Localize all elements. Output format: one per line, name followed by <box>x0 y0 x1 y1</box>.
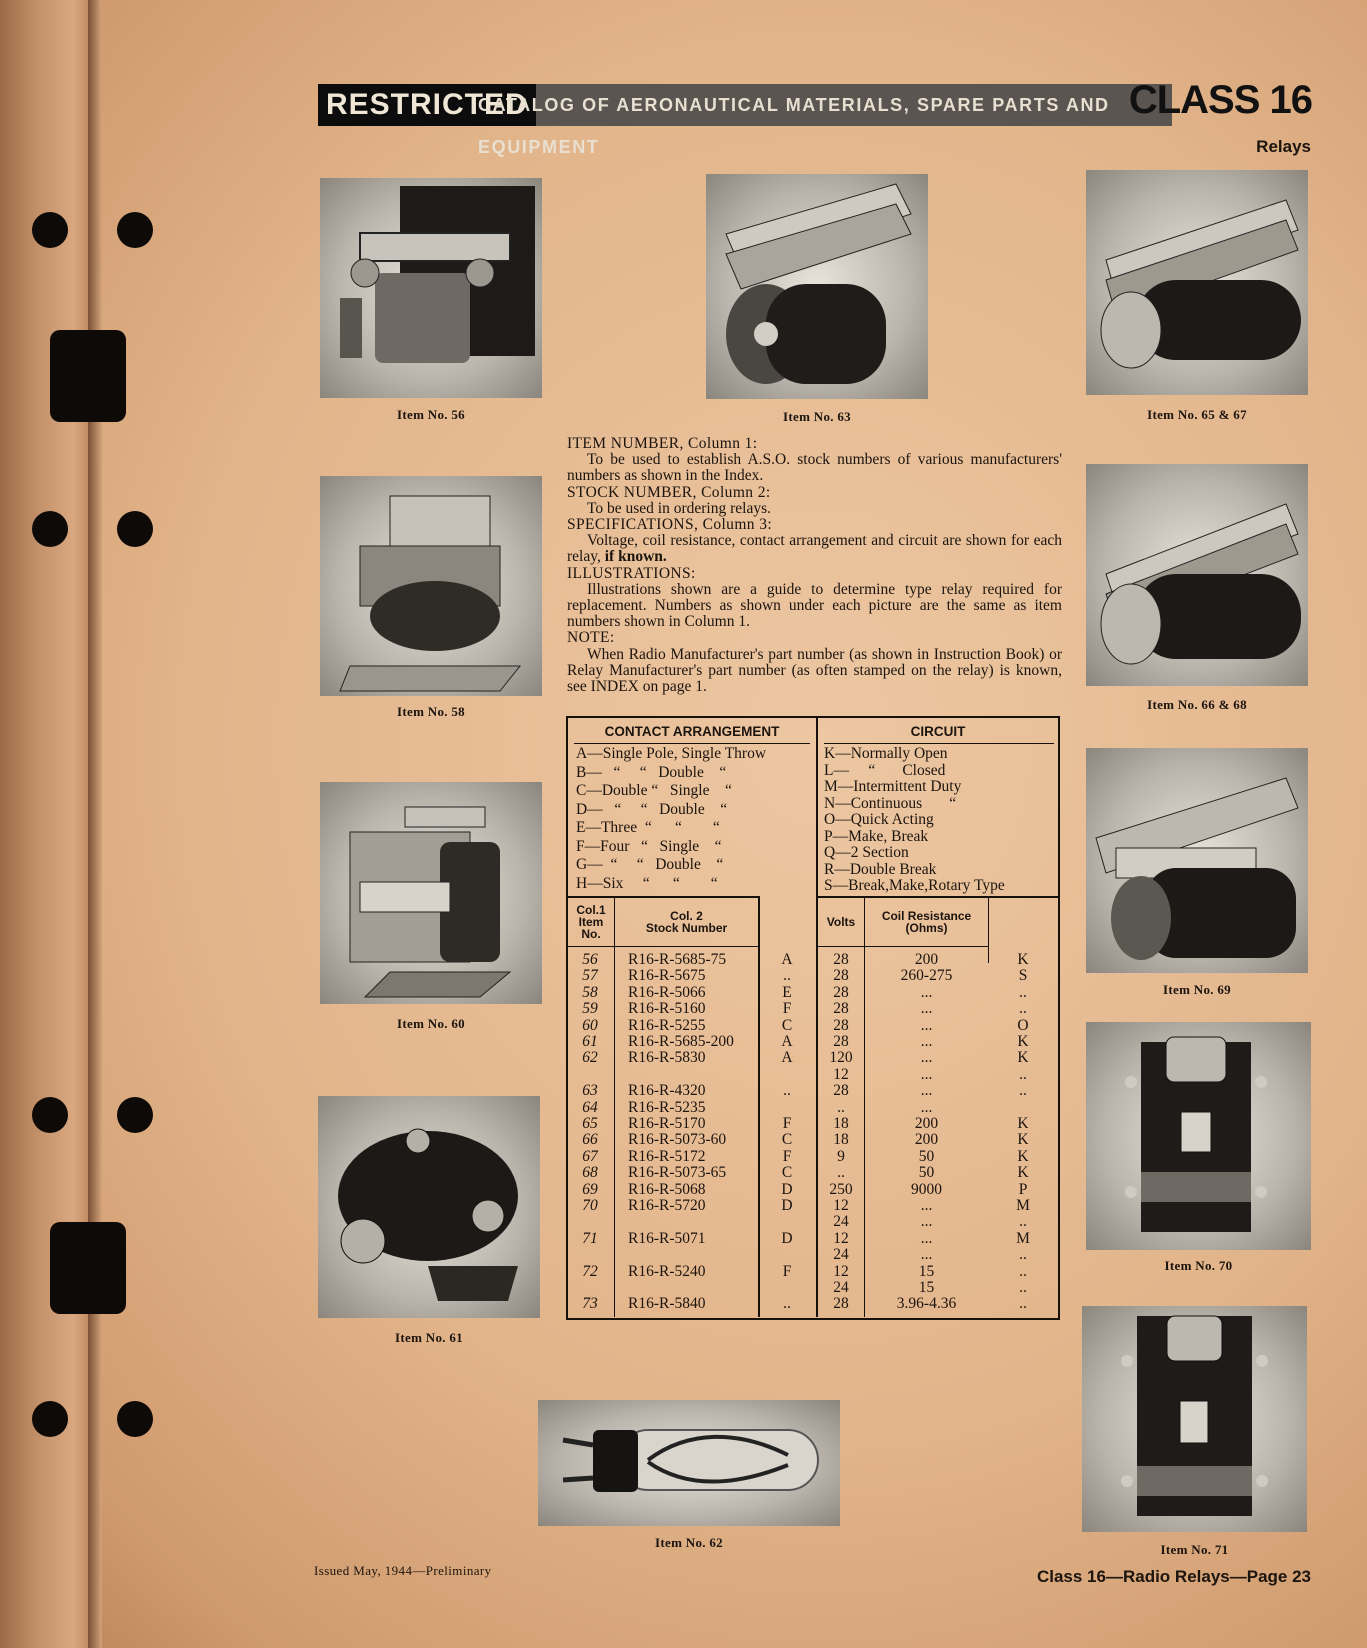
table-cell-contact: F <box>782 1000 792 1018</box>
table-cell-circuit: K <box>1017 951 1029 968</box>
relay-photo-item-60 <box>320 782 542 1004</box>
instruction-body: To be used to establish A.S.O. stock numbers of various manufacturers' numbers as shown in the Index. <box>567 451 1062 485</box>
table-cell-circuit: S <box>1018 967 1028 985</box>
table-cell-circuit: O <box>1017 1016 1029 1034</box>
contact-legend-item: B— “ “ Double “ <box>576 763 727 781</box>
table-cell-contact: C <box>781 1016 793 1034</box>
table-cell-item: 60 <box>582 1016 598 1034</box>
table-cell-item: 62 <box>582 1049 598 1067</box>
table-cell-item: 65 <box>582 1115 598 1132</box>
table-cell-contact: F <box>782 1147 792 1165</box>
caption-item-70: Item No. 70 <box>1164 1258 1233 1273</box>
table-cell-circuit: .. <box>1019 1279 1027 1296</box>
col2-header: Col. 2 Stock Number <box>645 909 728 935</box>
table-cell-circuit: K <box>1017 1147 1029 1165</box>
table-cell-item: 67 <box>582 1147 598 1165</box>
table-cell-ohms: 15 <box>918 1262 935 1280</box>
table-cell-stock: R16-R-5170 <box>628 1115 706 1132</box>
contact-legend-item: D— “ “ Double “ <box>576 800 728 818</box>
relay-photo-item-56 <box>320 178 542 398</box>
relay-photo-item-58 <box>320 476 542 696</box>
table-cell-item: 70 <box>582 1197 598 1214</box>
table-cell-ohms: ... <box>920 1098 933 1116</box>
table-cell-ohms: ... <box>920 1000 933 1018</box>
table-cell-ohms: ... <box>920 1197 933 1214</box>
table-cell-contact: C <box>781 1131 793 1149</box>
table-cell-contact: F <box>782 1115 792 1132</box>
table-cell-contact: D <box>781 1180 793 1198</box>
table-cell-stock: R16-R-5160 <box>628 1000 706 1018</box>
caption-item-62: Item No. 62 <box>655 1535 723 1550</box>
relay-photo-item-65-67 <box>1086 170 1308 395</box>
contact-legend-item: C—Double “ Single “ <box>576 782 732 799</box>
table-cell-volts: 18 <box>833 1115 849 1132</box>
table-cell-stock: R16-R-5172 <box>628 1147 706 1165</box>
table-cell-item: 56 <box>582 951 598 968</box>
caption-item-63: Item No. 63 <box>783 409 851 424</box>
table-cell-stock: R16-R-5720 <box>628 1197 706 1214</box>
binder-hole <box>117 1401 153 1437</box>
table-cell-circuit: .. <box>1019 1246 1027 1264</box>
instruction-body: Voltage, coil resistance, contact arrangement and circuit are shown for each relay, if known. <box>567 532 1062 566</box>
table-cell-ohms: ... <box>920 1229 933 1247</box>
table-cell-circuit: K <box>1017 1131 1029 1149</box>
table-cell-volts: 18 <box>833 1131 849 1149</box>
table-cell-item: 73 <box>582 1295 598 1313</box>
restricted-label: RESTRICTED <box>318 84 536 126</box>
table-cell-item: 72 <box>582 1262 598 1280</box>
caption-item-56: Item No. 56 <box>397 407 465 422</box>
relay-photo-item-69 <box>1086 748 1308 973</box>
binder-hole <box>32 1401 68 1437</box>
relay-spec-table <box>566 716 1060 1320</box>
contact-legend-item: H—Six “ “ “ <box>576 874 718 892</box>
instruction-heading: NOTE: <box>567 629 615 647</box>
circuit-legend-item: N—Continuous “ <box>824 794 957 812</box>
table-cell-ohms: ... <box>920 1016 933 1034</box>
table-cell-ohms: 260-275 <box>900 967 953 985</box>
table-cell-volts: .. <box>837 1164 845 1182</box>
table-cell-contact: F <box>782 1262 792 1280</box>
relay-illustration <box>706 174 928 399</box>
relay-illustration <box>1082 1306 1307 1532</box>
table-cell-circuit: .. <box>1019 1000 1027 1018</box>
table-cell-circuit: M <box>1016 1229 1030 1247</box>
table-cell-item: 66 <box>582 1131 598 1149</box>
circuit-legend-item: K—Normally Open <box>824 745 948 762</box>
caption-item-60: Item No. 60 <box>397 1016 465 1031</box>
table-cell-volts: 28 <box>833 967 849 985</box>
table-cell-ohms: 50 <box>918 1164 935 1182</box>
table-cell-ohms: 50 <box>918 1147 935 1165</box>
table-cell-circuit: K <box>1017 1115 1029 1132</box>
table-cell-stock: R16-R-5071 <box>628 1229 706 1247</box>
caption-item-71: Item No. 71 <box>1160 1542 1229 1557</box>
contact-arrangement-title: CONTACT ARRANGEMENT <box>604 724 780 739</box>
instruction-heading: ILLUSTRATIONS: <box>567 564 696 582</box>
table-cell-circuit: K <box>1017 1049 1029 1067</box>
instruction-body: Illustrations shown are a guide to determine type relay required for replacement. Numbers as shown under each picture are the same as item numbers shown in Column 1. <box>567 580 1062 631</box>
table-cell-volts: 24 <box>833 1246 849 1264</box>
caption-item-66-68: Item No. 66 & 68 <box>1147 697 1247 712</box>
table-cell-volts: 120 <box>829 1049 853 1067</box>
relay-photo-item-66-68 <box>1086 464 1308 686</box>
table-cell-item: 69 <box>582 1180 598 1198</box>
relay-photo-item-62 <box>538 1400 840 1526</box>
table-cell-contact: E <box>782 983 792 1001</box>
table-cell-item: 61 <box>582 1033 598 1050</box>
table-cell-volts: .. <box>837 1098 845 1116</box>
table-cell-stock: R16-R-5255 <box>628 1016 706 1034</box>
table-cell-volts: 250 <box>829 1180 853 1198</box>
table-cell-volts: 24 <box>833 1279 849 1296</box>
table-cell-contact: .. <box>783 967 791 985</box>
circuit-title: CIRCUIT <box>910 724 966 739</box>
table-cell-item: 59 <box>582 1000 598 1018</box>
table-cell-volts: 28 <box>833 1016 849 1034</box>
relay-photo-item-63 <box>706 174 928 399</box>
table-cell-stock: R16-R-5675 <box>628 967 706 985</box>
table-cell-item: 58 <box>582 983 598 1001</box>
table-cell-volts: 12 <box>833 1262 849 1280</box>
col1-header: Col.1 Item No. <box>576 903 606 941</box>
table-cell-contact: .. <box>783 1082 791 1100</box>
circuit-legend-item: Q—2 Section <box>824 844 909 861</box>
volts-header: Volts <box>826 915 856 929</box>
table-cell-volts: 28 <box>833 951 849 968</box>
table-cell-stock: R16-R-5840 <box>628 1295 706 1313</box>
table-cell-volts: 24 <box>833 1213 849 1231</box>
relay-photo-item-70 <box>1086 1022 1311 1250</box>
table-cell-circuit: K <box>1017 1164 1029 1182</box>
table-cell-circuit: .. <box>1019 1213 1027 1231</box>
table-cell-circuit: .. <box>1019 983 1027 1001</box>
table-cell-stock: R16-R-5068 <box>628 1180 706 1198</box>
table-cell-ohms: 3.96-4.36 <box>896 1295 957 1313</box>
binder-slot <box>50 1222 126 1314</box>
table-cell-circuit: .. <box>1019 1295 1027 1313</box>
table-cell-volts: 28 <box>833 1000 849 1018</box>
caption-item-69: Item No. 69 <box>1163 982 1231 997</box>
table-cell-contact: A <box>781 1049 793 1067</box>
table-cell-circuit: .. <box>1019 1082 1027 1100</box>
coil-resistance-header: Coil Resistance (Ohms) <box>881 909 972 935</box>
issued-date: Issued May, 1944—Preliminary <box>314 1563 492 1578</box>
binder-hole <box>117 511 153 547</box>
header-banner <box>318 84 1172 157</box>
table-cell-stock: R16-R-5073-65 <box>628 1164 727 1182</box>
table-cell-stock: R16-R-5073-60 <box>628 1131 727 1149</box>
table-cell-stock: R16-R-5830 <box>628 1049 706 1067</box>
table-cell-circuit: .. <box>1019 1065 1027 1083</box>
relay-illustration <box>1086 170 1308 395</box>
table-cell-stock: R16-R-5685-200 <box>628 1033 734 1050</box>
relay-illustration <box>538 1400 840 1526</box>
page-reference: Class 16—Radio Relays—Page 23 <box>1036 1567 1311 1586</box>
table-cell-ohms: ... <box>920 1213 933 1231</box>
binder-hole <box>32 1097 68 1133</box>
table-cell-stock: R16-R-5235 <box>628 1098 706 1116</box>
table-cell-contact: D <box>781 1197 793 1214</box>
table-cell-contact: A <box>781 951 793 968</box>
section-title: Relays <box>1256 137 1311 156</box>
contact-legend-item: F—Four “ Single “ <box>576 837 722 855</box>
instruction-heading: STOCK NUMBER, Column 2: <box>567 483 771 501</box>
table-cell-stock: R16-R-5685-75 <box>628 951 727 968</box>
table-cell-item: 63 <box>582 1082 598 1100</box>
table-cell-ohms: ... <box>920 1033 933 1050</box>
table-cell-ohms: ... <box>920 1065 933 1083</box>
table-cell-ohms: 200 <box>914 951 939 968</box>
contact-legend-item: G— “ “ Double “ <box>576 856 724 873</box>
relay-illustration <box>1086 1022 1311 1250</box>
if-known-emphasis: if known. <box>604 548 667 566</box>
table-cell-ohms: ... <box>920 1049 933 1067</box>
table-cell-stock: R16-R-4320 <box>628 1082 706 1100</box>
binder-hole <box>32 511 68 547</box>
table-cell-ohms: ... <box>920 1246 933 1264</box>
table-cell-contact: D <box>781 1229 793 1247</box>
table-cell-ohms: 200 <box>914 1131 939 1149</box>
binder-slot <box>50 330 126 422</box>
relay-illustration <box>320 178 542 398</box>
table-cell-stock: R16-R-5240 <box>628 1262 706 1280</box>
circuit-legend-item: M—Intermittent Duty <box>824 778 962 795</box>
table-cell-ohms: 9000 <box>911 1180 942 1198</box>
contact-legend-item: E—Three “ “ “ <box>576 819 720 836</box>
instruction-heading: ITEM NUMBER, Column 1: <box>567 435 758 452</box>
table-cell-contact: C <box>781 1164 793 1182</box>
table-cell-ohms: ... <box>920 1082 933 1100</box>
binder-hole <box>32 212 68 248</box>
relay-illustration <box>1086 748 1308 973</box>
table-cell-volts: 9 <box>837 1147 845 1165</box>
table-cell-item: 64 <box>582 1098 598 1116</box>
table-cell-circuit: M <box>1016 1197 1030 1214</box>
table-cell-volts: 28 <box>833 1082 849 1100</box>
table-cell-item: 57 <box>582 967 598 985</box>
relay-illustration <box>320 476 542 696</box>
table-cell-volts: 12 <box>833 1229 849 1247</box>
instructions-block <box>567 436 1062 695</box>
relay-illustration <box>320 782 542 1004</box>
binder-hole <box>117 212 153 248</box>
circuit-legend-item: R—Double Break <box>824 860 937 878</box>
caption-item-61: Item No. 61 <box>395 1330 463 1345</box>
table-cell-contact: .. <box>783 1295 791 1313</box>
instruction-body: When Radio Manufacturer's part number (as shown in Instruction Book) or Relay Manufacturer's part number (as often stamped on the relay) is known, see INDEX on page 1. <box>567 645 1062 696</box>
table-cell-volts: 28 <box>833 983 849 1001</box>
contact-legend-item: A—Single Pole, Single Throw <box>576 745 767 762</box>
table-cell-contact: A <box>781 1033 793 1050</box>
page-fold <box>88 0 102 1648</box>
relay-photo-item-71 <box>1082 1306 1307 1532</box>
table-cell-item: 68 <box>582 1164 598 1182</box>
table-cell-volts: 28 <box>833 1033 849 1050</box>
instruction-body: To be used in ordering relays. <box>587 499 772 517</box>
table-cell-stock: R16-R-5066 <box>628 983 706 1001</box>
instruction-heading: SPECIFICATIONS, Column 3: <box>567 516 773 534</box>
relay-photo-item-61 <box>318 1096 540 1318</box>
circuit-legend-item: O—Quick Acting <box>824 811 934 828</box>
binder-hole <box>117 1097 153 1133</box>
class-title: CLASS 16 <box>1128 78 1312 122</box>
table-cell-circuit: K <box>1017 1033 1029 1050</box>
table-cell-ohms: 15 <box>918 1279 935 1296</box>
table-cell-item: 71 <box>582 1229 598 1247</box>
table-cell-ohms: ... <box>920 983 933 1001</box>
caption-item-65-67: Item No. 65 & 67 <box>1147 407 1247 422</box>
table-cell-volts: 12 <box>833 1197 849 1214</box>
catalog-title: CATALOG OF AERONAUTICAL MATERIALS, SPARE PARTS AND EQUIPMENT <box>478 95 1110 157</box>
table-cell-volts: 12 <box>833 1065 849 1083</box>
caption-item-58: Item No. 58 <box>397 704 465 719</box>
table-cell-ohms: 200 <box>914 1115 939 1132</box>
circuit-legend-item: S—Break,Make,Rotary Type <box>824 877 1005 894</box>
table-cell-volts: 28 <box>833 1295 849 1313</box>
circuit-legend-item: L— “ Closed <box>824 761 946 779</box>
table-cell-circuit: P <box>1018 1180 1028 1198</box>
relay-illustration <box>318 1096 540 1318</box>
circuit-legend-item: P—Make, Break <box>824 827 929 845</box>
table-cell-circuit: .. <box>1019 1262 1027 1280</box>
relay-illustration <box>1086 464 1308 686</box>
